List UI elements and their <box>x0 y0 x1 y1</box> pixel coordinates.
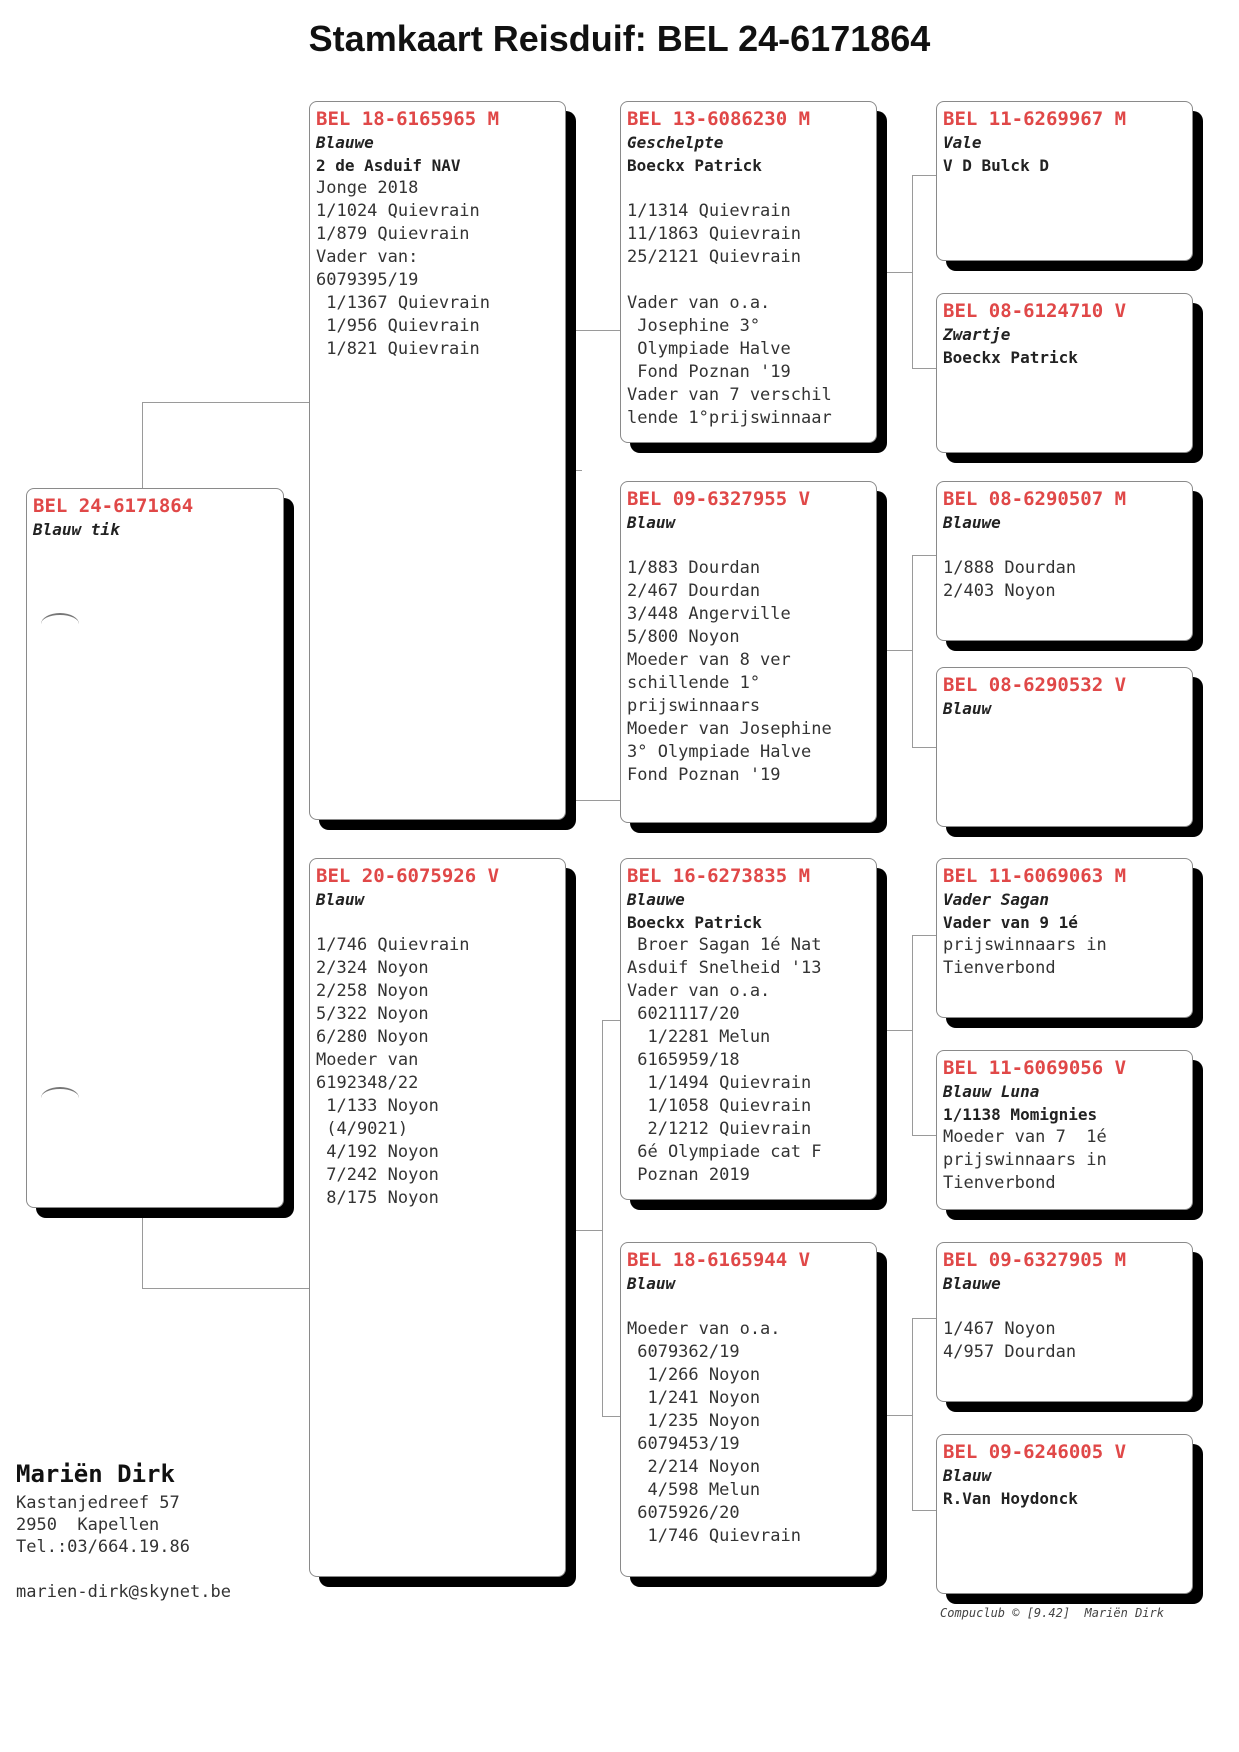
performance-line: 4/192 Noyon <box>316 1142 439 1162</box>
spacer <box>627 269 870 292</box>
pigeon-owner: 2 de Asduif NAV <box>316 156 461 175</box>
spacer <box>627 1295 870 1318</box>
performance-line: 8/175 Noyon <box>316 1188 439 1208</box>
pigeon-color: Zwartje <box>943 325 1011 344</box>
pigeon-id: BEL 24-6171864 <box>33 495 194 517</box>
connector <box>912 747 937 748</box>
subject-card <box>26 488 284 1208</box>
breeder-name: Mariën Dirk <box>16 1460 175 1488</box>
connector <box>912 1318 913 1510</box>
connector <box>142 402 310 403</box>
pedigree-card <box>309 101 566 820</box>
performance-line: 1/821 Quievrain <box>316 339 480 359</box>
connector <box>912 1510 937 1511</box>
performance-line: 2/1212 Quievrain <box>627 1119 812 1139</box>
performance-line: 2/467 Dourdan <box>627 581 761 601</box>
pigeon-id: BEL 09-6327905 M <box>943 1249 1127 1271</box>
performance-line: Tienverbond <box>943 958 1056 978</box>
performance-line: Vader van o.a. <box>627 981 771 1001</box>
performance-line: prijswinnaars in <box>943 935 1107 955</box>
breeder-address: Kastanjedreef 57 <box>16 1493 180 1513</box>
pigeon-color: Blauw tik <box>33 520 120 539</box>
performance-line: 7/242 Noyon <box>316 1165 439 1185</box>
performance-line: 3° Olympiade Halve <box>627 742 812 762</box>
connector <box>912 935 913 1135</box>
performance-line: lende 1°prijswinnaar <box>627 408 832 428</box>
performance-line: (4/9021) <box>316 1119 409 1139</box>
performance-line: 1/888 Dourdan <box>943 558 1077 578</box>
performance-line: Fond Poznan '19 <box>627 362 791 382</box>
performance-line: 1/235 Noyon <box>627 1411 761 1431</box>
connector <box>912 175 937 176</box>
pedigree-card <box>936 1242 1193 1402</box>
pigeon-id: BEL 08-6290532 V <box>943 674 1127 696</box>
spacer <box>316 911 559 934</box>
spacer <box>627 177 870 200</box>
performance-line: 3/448 Angerville <box>627 604 791 624</box>
connector <box>912 1318 937 1319</box>
pigeon-owner: V D Bulck D <box>943 156 1049 175</box>
pigeon-color: Blauwe <box>316 133 374 152</box>
pigeon-id: BEL 09-6246005 V <box>943 1441 1127 1463</box>
performance-line: 5/800 Noyon <box>627 627 740 647</box>
performance-line: 11/1863 Quievrain <box>627 224 801 244</box>
performance-line: 6é Olympiade cat F <box>627 1142 822 1162</box>
connector <box>574 1230 602 1231</box>
pigeon-owner: Vader van 9 1é <box>943 913 1078 932</box>
performance-line: Tienverbond <box>943 1173 1056 1193</box>
spacer <box>943 534 1186 557</box>
performance-line: Broer Sagan 1é Nat <box>627 935 822 955</box>
performance-line: 1/746 Quievrain <box>627 1526 801 1546</box>
connector <box>142 402 143 490</box>
connector <box>912 1135 937 1136</box>
pigeon-color: Geschelpte <box>627 133 724 152</box>
connector <box>142 1210 143 1288</box>
pedigree-card <box>620 858 877 1200</box>
performance-line: Vader van: <box>316 247 419 267</box>
pedigree-card <box>620 101 877 443</box>
performance-line: Moeder van Josephine <box>627 719 832 739</box>
performance-line: prijswinnaars <box>627 696 761 716</box>
connector <box>912 175 913 368</box>
performance-line: 4/598 Melun <box>627 1480 761 1500</box>
pedigree-card <box>309 858 566 1577</box>
performance-line: Moeder van 8 ver <box>627 650 791 670</box>
performance-line: 1/1314 Quievrain <box>627 201 791 221</box>
performance-line: 1/746 Quievrain <box>316 935 470 955</box>
performance-line: 25/2121 Quievrain <box>627 247 801 267</box>
performance-line: 6079395/19 <box>316 270 419 290</box>
connector <box>912 368 937 369</box>
performance-line: 6/280 Noyon <box>316 1027 429 1047</box>
pigeon-owner: 1/1138 Momignies <box>943 1105 1098 1124</box>
performance-line: 6192348/22 <box>316 1073 419 1093</box>
spacer <box>627 534 870 557</box>
performance-line: 1/133 Noyon <box>316 1096 439 1116</box>
performance-line: 1/241 Noyon <box>627 1388 761 1408</box>
performance-line: Moeder van <box>316 1050 419 1070</box>
connector <box>912 555 937 556</box>
pedigree-card <box>620 1242 877 1577</box>
pigeon-color: Blauw Luna <box>943 1082 1040 1101</box>
pedigree-card <box>936 101 1193 261</box>
connector <box>912 555 913 747</box>
performance-line: 1/1024 Quievrain <box>316 201 480 221</box>
performance-line: 4/957 Dourdan <box>943 1342 1077 1362</box>
performance-line: Josephine 3° <box>627 316 761 336</box>
connector <box>602 1020 603 1416</box>
performance-line: Asduif Snelheid '13 <box>627 958 822 978</box>
pigeon-id: BEL 09-6327955 V <box>627 488 811 510</box>
performance-line: 1/467 Noyon <box>943 1319 1056 1339</box>
performance-line: Vader van 7 verschil <box>627 385 832 405</box>
performance-line: 1/1494 Quievrain <box>627 1073 812 1093</box>
performance-line: 6079362/19 <box>627 1342 740 1362</box>
pigeon-color: Blauw <box>943 699 992 718</box>
pigeon-owner: Boeckx Patrick <box>627 913 762 932</box>
breeder-phone: Tel.:03/664.19.86 <box>16 1537 190 1557</box>
punch-hole-icon <box>41 613 79 635</box>
page-title: Stamkaart Reisduif: BEL 24-6171864 <box>308 18 931 59</box>
performance-line: prijswinnaars in <box>943 1150 1107 1170</box>
pedigree-card <box>936 1050 1193 1210</box>
pigeon-id: BEL 08-6124710 V <box>943 300 1127 322</box>
pedigree-card <box>936 667 1193 827</box>
performance-line: Fond Poznan '19 <box>627 765 781 785</box>
pigeon-id: BEL 16-6273835 M <box>627 865 811 887</box>
connector <box>142 1288 310 1289</box>
performance-line: Poznan 2019 <box>627 1165 750 1185</box>
performance-line: 6079453/19 <box>627 1434 740 1454</box>
performance-line: 6075926/20 <box>627 1503 740 1523</box>
performance-line: 1/956 Quievrain <box>316 316 480 336</box>
performance-line: Moeder van o.a. <box>627 1319 781 1339</box>
pigeon-color: Blauwe <box>627 890 685 909</box>
performance-line: 1/2281 Melun <box>627 1027 771 1047</box>
connector <box>602 1416 622 1417</box>
pigeon-color: Vader Sagan <box>943 890 1049 909</box>
connector <box>572 800 622 801</box>
footer-credit: Compuclub © [9.42] Mariën Dirk <box>940 1606 1164 1620</box>
pedigree-card <box>936 1434 1193 1594</box>
performance-line: 6165959/18 <box>627 1050 740 1070</box>
performance-line: 2/324 Noyon <box>316 958 429 978</box>
connector <box>912 935 937 936</box>
performance-line: 2/214 Noyon <box>627 1457 761 1477</box>
pigeon-id: BEL 11-6069056 V <box>943 1057 1127 1079</box>
performance-line: Olympiade Halve <box>627 339 791 359</box>
performance-line: Moeder van 7 1é <box>943 1127 1107 1147</box>
performance-line: 1/1367 Quievrain <box>316 293 490 313</box>
pigeon-id: BEL 13-6086230 M <box>627 108 811 130</box>
performance-line: 1/883 Dourdan <box>627 558 761 578</box>
pigeon-id: BEL 18-6165944 V <box>627 1249 811 1271</box>
pigeon-id: BEL 18-6165965 M <box>316 108 500 130</box>
pigeon-color: Blauwe <box>943 513 1001 532</box>
spacer <box>943 1295 1186 1318</box>
pedigree-card <box>936 293 1193 453</box>
pigeon-color: Blauw <box>627 513 676 532</box>
pigeon-id: BEL 08-6290507 M <box>943 488 1127 510</box>
pigeon-owner: Boeckx Patrick <box>627 156 762 175</box>
connector <box>602 1020 622 1021</box>
performance-line: 1/1058 Quievrain <box>627 1096 812 1116</box>
performance-line: Jonge 2018 <box>316 178 419 198</box>
pedigree-card <box>620 481 877 823</box>
pigeon-id: BEL 11-6069063 M <box>943 865 1127 887</box>
pedigree-card <box>936 481 1193 641</box>
pigeon-owner: R.Van Hoydonck <box>943 1489 1078 1508</box>
pigeon-id: BEL 11-6269967 M <box>943 108 1127 130</box>
pigeon-color: Blauw <box>943 1466 992 1485</box>
performance-line: 6021117/20 <box>627 1004 740 1024</box>
performance-line: 2/403 Noyon <box>943 581 1056 601</box>
performance-line: 1/266 Noyon <box>627 1365 761 1385</box>
pigeon-color: Blauwe <box>943 1274 1001 1293</box>
performance-line: 1/879 Quievrain <box>316 224 470 244</box>
breeder-email[interactable]: marien-dirk@skynet.be <box>16 1582 231 1602</box>
performance-line: schillende 1° <box>627 673 761 693</box>
pigeon-id: BEL 20-6075926 V <box>316 865 500 887</box>
pigeon-color: Blauw <box>627 1274 676 1293</box>
pigeon-owner: Boeckx Patrick <box>943 348 1078 367</box>
performance-line: Vader van o.a. <box>627 293 771 313</box>
connector <box>572 330 622 331</box>
breeder-city: 2950 Kapellen <box>16 1515 160 1535</box>
performance-line: 2/258 Noyon <box>316 981 429 1001</box>
pedigree-card <box>936 858 1193 1018</box>
performance-line: 5/322 Noyon <box>316 1004 429 1024</box>
pigeon-color: Blauw <box>316 890 365 909</box>
pigeon-color: Vale <box>943 133 982 152</box>
punch-hole-icon <box>41 1087 79 1109</box>
